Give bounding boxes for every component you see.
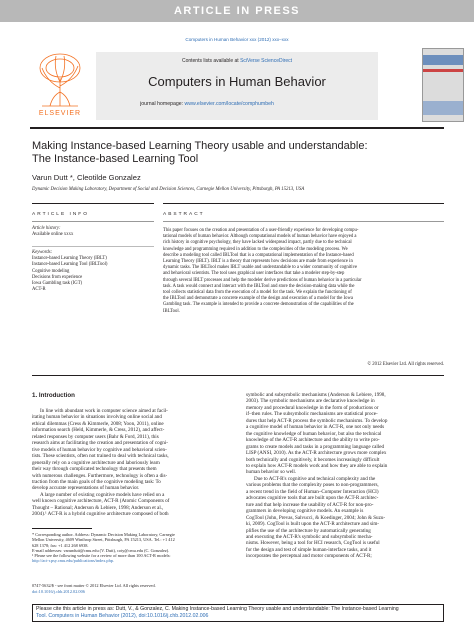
body-line: tists. These scientists, often not trained to deal with technical tasks,: [32, 453, 169, 460]
divider: [163, 221, 444, 222]
abstract-line: IBLTool.: [163, 308, 180, 314]
body-line: ki, 2009). CogTool is built upon the ACT-R architecture and sim-: [246, 521, 380, 528]
body-line: information search (Held, Kimmerle, & Cress, 2012), and affect-: [32, 427, 165, 434]
history-value: Available online xxxx: [32, 232, 74, 238]
journal-citation-line[interactable]: Computers in Human Behavior xxx (2012) xxx–xxx: [185, 37, 289, 42]
keyword-item[interactable]: Decisions from experience: [32, 274, 83, 280]
body-line: itating human behavior in situations involving online social and: [32, 414, 162, 421]
body-line: and executing the ACT-R's symbolic and subsymbolic mecha-: [246, 533, 373, 540]
cover-stripe: [423, 69, 463, 72]
body-line: various problems that the complexity poses to non-programmers,: [246, 482, 379, 489]
body-line: a cognitive model of human behavior in ACT-R, one not only needs: [246, 424, 385, 431]
body-line: nisms. However, being a tool for HCI research, CogTool is useful: [246, 540, 380, 547]
abstract-line: the IBLTool and demonstrate a concrete example of the design and execution of a model for the Iowa: [163, 296, 353, 302]
abstract-heading: ABSTRACT: [163, 212, 205, 217]
body-line: 2003). The symbolic mechanisms are declarative knowledge in: [246, 398, 375, 405]
abstract-line: tool collects statistical data from the execution of a model for the task. We explain the functioning of: [163, 290, 352, 296]
body-line: In line with abundant work in computer science aimed at facil-: [40, 408, 168, 414]
divider: [32, 203, 154, 204]
section-heading-introduction: 1. Introduction: [32, 392, 75, 399]
body-line: tive models of human behavior by cognitive and behavioral scien-: [32, 446, 167, 453]
footnote-link[interactable]: http://act-r.psy.cmu.edu/publications/index.php.: [32, 558, 114, 564]
abstract-copyright: © 2012 Elsevier Ltd. All rights reserved.: [367, 362, 444, 367]
body-line: advocates cognitive tools that are built upon the ACT-R architec-: [246, 495, 379, 502]
body-line: with numerous challenges. Furthermore, technology is often a dis-: [32, 472, 168, 479]
doi-link[interactable]: doi:10.1016/j.chb.2012.02.006: [32, 588, 85, 594]
title-line: Making Instance-based Learning Theory usable and understandable:: [32, 140, 368, 152]
body-line: grammers in developing cognitive models. An example is: [246, 508, 364, 515]
body-line: LISP (ANSI, 2010). As the ACT-R architecture grows more complex: [246, 450, 387, 457]
journal-title: Computers in Human Behavior: [148, 74, 326, 89]
masthead-rule: [30, 127, 444, 129]
divider: [32, 221, 154, 222]
abstract-line: rich history in cognitive psychology, they have lacked widespread impact, partly due to the technical: [163, 240, 352, 246]
body-line: a recent trend in the field of Human–Computer Interaction (HCI): [246, 488, 379, 495]
journal-info-box: [96, 52, 378, 120]
publisher-name: ELSEVIER: [38, 110, 82, 117]
body-line: 2004).¹ ACT-R is a hybrid cognitive architecture composed of both: [32, 511, 169, 518]
body-line: A large number of existing cognitive models have relied on a: [40, 491, 165, 498]
abstract-line: and behavioral scientists. The tool uses graphical user interfaces that take a modeler step-by-step: [163, 271, 345, 277]
article-history: [32, 226, 73, 238]
history-label: Article history:: [32, 226, 61, 231]
divider: [163, 203, 444, 204]
abstract-line: through several IBLT processes and help the modeler derive predictions of human behavior in a particular: [163, 277, 362, 283]
keywords-label: Keywords:: [32, 250, 53, 255]
divider: [32, 246, 154, 247]
body-line: ture and that help increase the usability of ACT-R for non-pro-: [246, 501, 374, 508]
body-line: ethical dilemmas (Cress & Kimmerle, 2008; Yoon, 2011), online: [32, 420, 164, 427]
abstract-line: This paper focuses on the creation and presentation of a user-friendly experience for developing compu-: [163, 228, 359, 233]
keyword-item[interactable]: Instance-based Learning Tool (IBLTool): [32, 262, 108, 268]
body-line: for the design and test of simple human-interface tasks, and it: [246, 546, 372, 553]
body-line: Due to ACT-R's cognitive and technical complexity and the: [254, 475, 376, 482]
body-line: memory and procedural knowledge in the form of productions or: [246, 404, 379, 411]
citation-notice-doi[interactable]: Tool. Computers in Human Behavior (2012), doi:10.1016/j.chb.2012.02.006: [36, 613, 209, 619]
body-line: well known cognitive architecture, ACT-R (Atomic Components of: [32, 498, 170, 505]
footnotes: [32, 532, 237, 564]
body-line: their way through complicated technology that presents them: [32, 466, 157, 473]
keyword-item[interactable]: Cognitive modeling: [32, 268, 70, 274]
cover-stripe: [423, 101, 463, 115]
body-line: develop accurate representations of human behavior.: [32, 485, 140, 492]
abstract-line: task. A task would connect and interact with the IBLTool and store the decision-making data while the: [163, 283, 355, 289]
body-line: CogTool (John, Prevas, Salvucci, & Koedinger, 2004; John & Suzu-: [246, 514, 386, 521]
body-line: symbolic and subsymbolic mechanisms (Anderson & Lebiere, 1998,: [246, 392, 386, 398]
title-line: The Instance-based Learning Tool: [32, 153, 199, 165]
footnote-line: * Corresponding author. Address: Dynamic Decision Making Laboratory, Carnegie: [32, 532, 175, 537]
body-line: related responses by computer users (Bahr & Ford, 2011), this: [32, 433, 159, 440]
sciencedirect-link[interactable]: SciVerse ScienceDirect: [240, 58, 293, 64]
keyword-item[interactable]: Instance-based Learning Theory (IBLT): [32, 256, 107, 262]
divider: [32, 375, 444, 376]
body-line: Thought – Rational; Anderson & Lebiere, 1998; Anderson et al.,: [32, 504, 164, 511]
issn-line: 0747-5632/$ - see front matter © 2012 Elsevier Ltd. All rights reserved.: [32, 583, 156, 588]
footnote-line: Mellon University, 4609 Winthrop Street, Pittsburgh, PA 15213, USA. Tel.: +1 412: [32, 537, 175, 543]
contents-availability: [96, 58, 378, 64]
abstract-line: Gambling task. The example is intended to provide a concrete demonstration of the capabilities of the: [163, 302, 354, 308]
journal-homepage: [66, 101, 348, 107]
body-line: incorporates the perceptual and motor components of ACT-R;: [246, 553, 372, 560]
journal-masthead: [30, 48, 444, 130]
issn-block: [32, 583, 156, 594]
body-line: dures that help ACT-R process the symbolic mechanisms. To develop: [246, 417, 388, 424]
body-line: human behavior so well.: [246, 469, 297, 476]
body-line: knowledge of the ACT-R architecture and the ability to write pro-: [246, 437, 380, 444]
keyword-item[interactable]: Iowa Gambling task (IGT): [32, 281, 83, 287]
author-affiliation: Dynamic Decision Making Laboratory, Department of Social and Decision Sciences, Carnegie Mellon University, Pittsburgh, PA 15213, USA: [32, 187, 305, 192]
homepage-link[interactable]: www.elsevier.com/locate/comphumbeh: [184, 101, 274, 107]
abstract-body: [163, 228, 444, 315]
citation-notice-line: Please cite this article in press as: Dutt, V., & Gonzalez, C. Making Instance-based Learning Theory usable and understandable: The Instance-based Learning: [36, 606, 399, 612]
article-info-heading: ARTICLE INFO: [32, 212, 89, 217]
footnote-line: ¹ Please see the following website for a review of more than 100 ACT-R models:: [32, 553, 171, 559]
article-title: [32, 140, 442, 166]
article-in-press-banner: ARTICLE IN PRESS: [0, 0, 474, 22]
footnote-line: 628 1378; fax: +1 412 268 6938.: [32, 542, 89, 548]
abstract-line: dynamic tasks. The IBLTool makes IBLT usable and understandable to a wider community of cognitive: [163, 265, 358, 271]
abstract-line: tational models of human behavior. Although computational models of human behavior have enjoyed a: [163, 234, 357, 240]
body-line: to explain how ACT-R models work and how they are able to explain: [246, 462, 388, 469]
body-line: if–then rules. The subsymbolic mechanisms are statistical proce-: [246, 411, 378, 418]
body-line: both technically and cognitively, it becomes increasingly difficult: [246, 456, 380, 463]
article-authors: Varun Dutt *, Cleotilde Gonzalez: [32, 173, 141, 182]
cover-stripe: [423, 55, 463, 65]
body-line: plifies the use of the architecture by automatically generating: [246, 527, 371, 534]
journal-cover-thumbnail: [422, 48, 464, 122]
abstract-line: Learning Theory (IBLT). IBLT is a theory that represents how decisions are made from experience in: [163, 259, 353, 265]
body-line: traction from the main goals of the cognitive modeling task: To: [32, 478, 161, 485]
contents-prefix: Contents lists available at: [181, 58, 241, 64]
body-line: grams to create models and tasks in a programming language called: [246, 443, 385, 450]
footnote-line[interactable]: E-mail addresses: varundutt@cmu.edu (V. Dutt), coty@cmu.edu (C. Gonzalez).: [32, 547, 170, 553]
homepage-prefix: journal homepage:: [140, 101, 185, 107]
citation-notice-box: [32, 604, 444, 622]
keyword-item[interactable]: ACT-R: [32, 287, 46, 293]
body-column-right: [246, 392, 444, 560]
abstract-line: knowledge and programming required in addition to the complexities of the modeling process. We: [163, 246, 348, 252]
abstract-line: describe a modeling tool called IBLTool that is a computational implementation of the Instance-based: [163, 252, 354, 258]
body-column-left: [32, 408, 237, 518]
footnote-rule: [32, 528, 92, 529]
body-line: research aims at facilitating the creation and presentation of cogni-: [32, 440, 168, 447]
keywords-block: [32, 250, 108, 293]
body-line: generally rely on a cognitive architecture and laboriously learn: [32, 459, 160, 466]
body-line: the cognitive knowledge of human behavior, but also the technical: [246, 430, 382, 437]
